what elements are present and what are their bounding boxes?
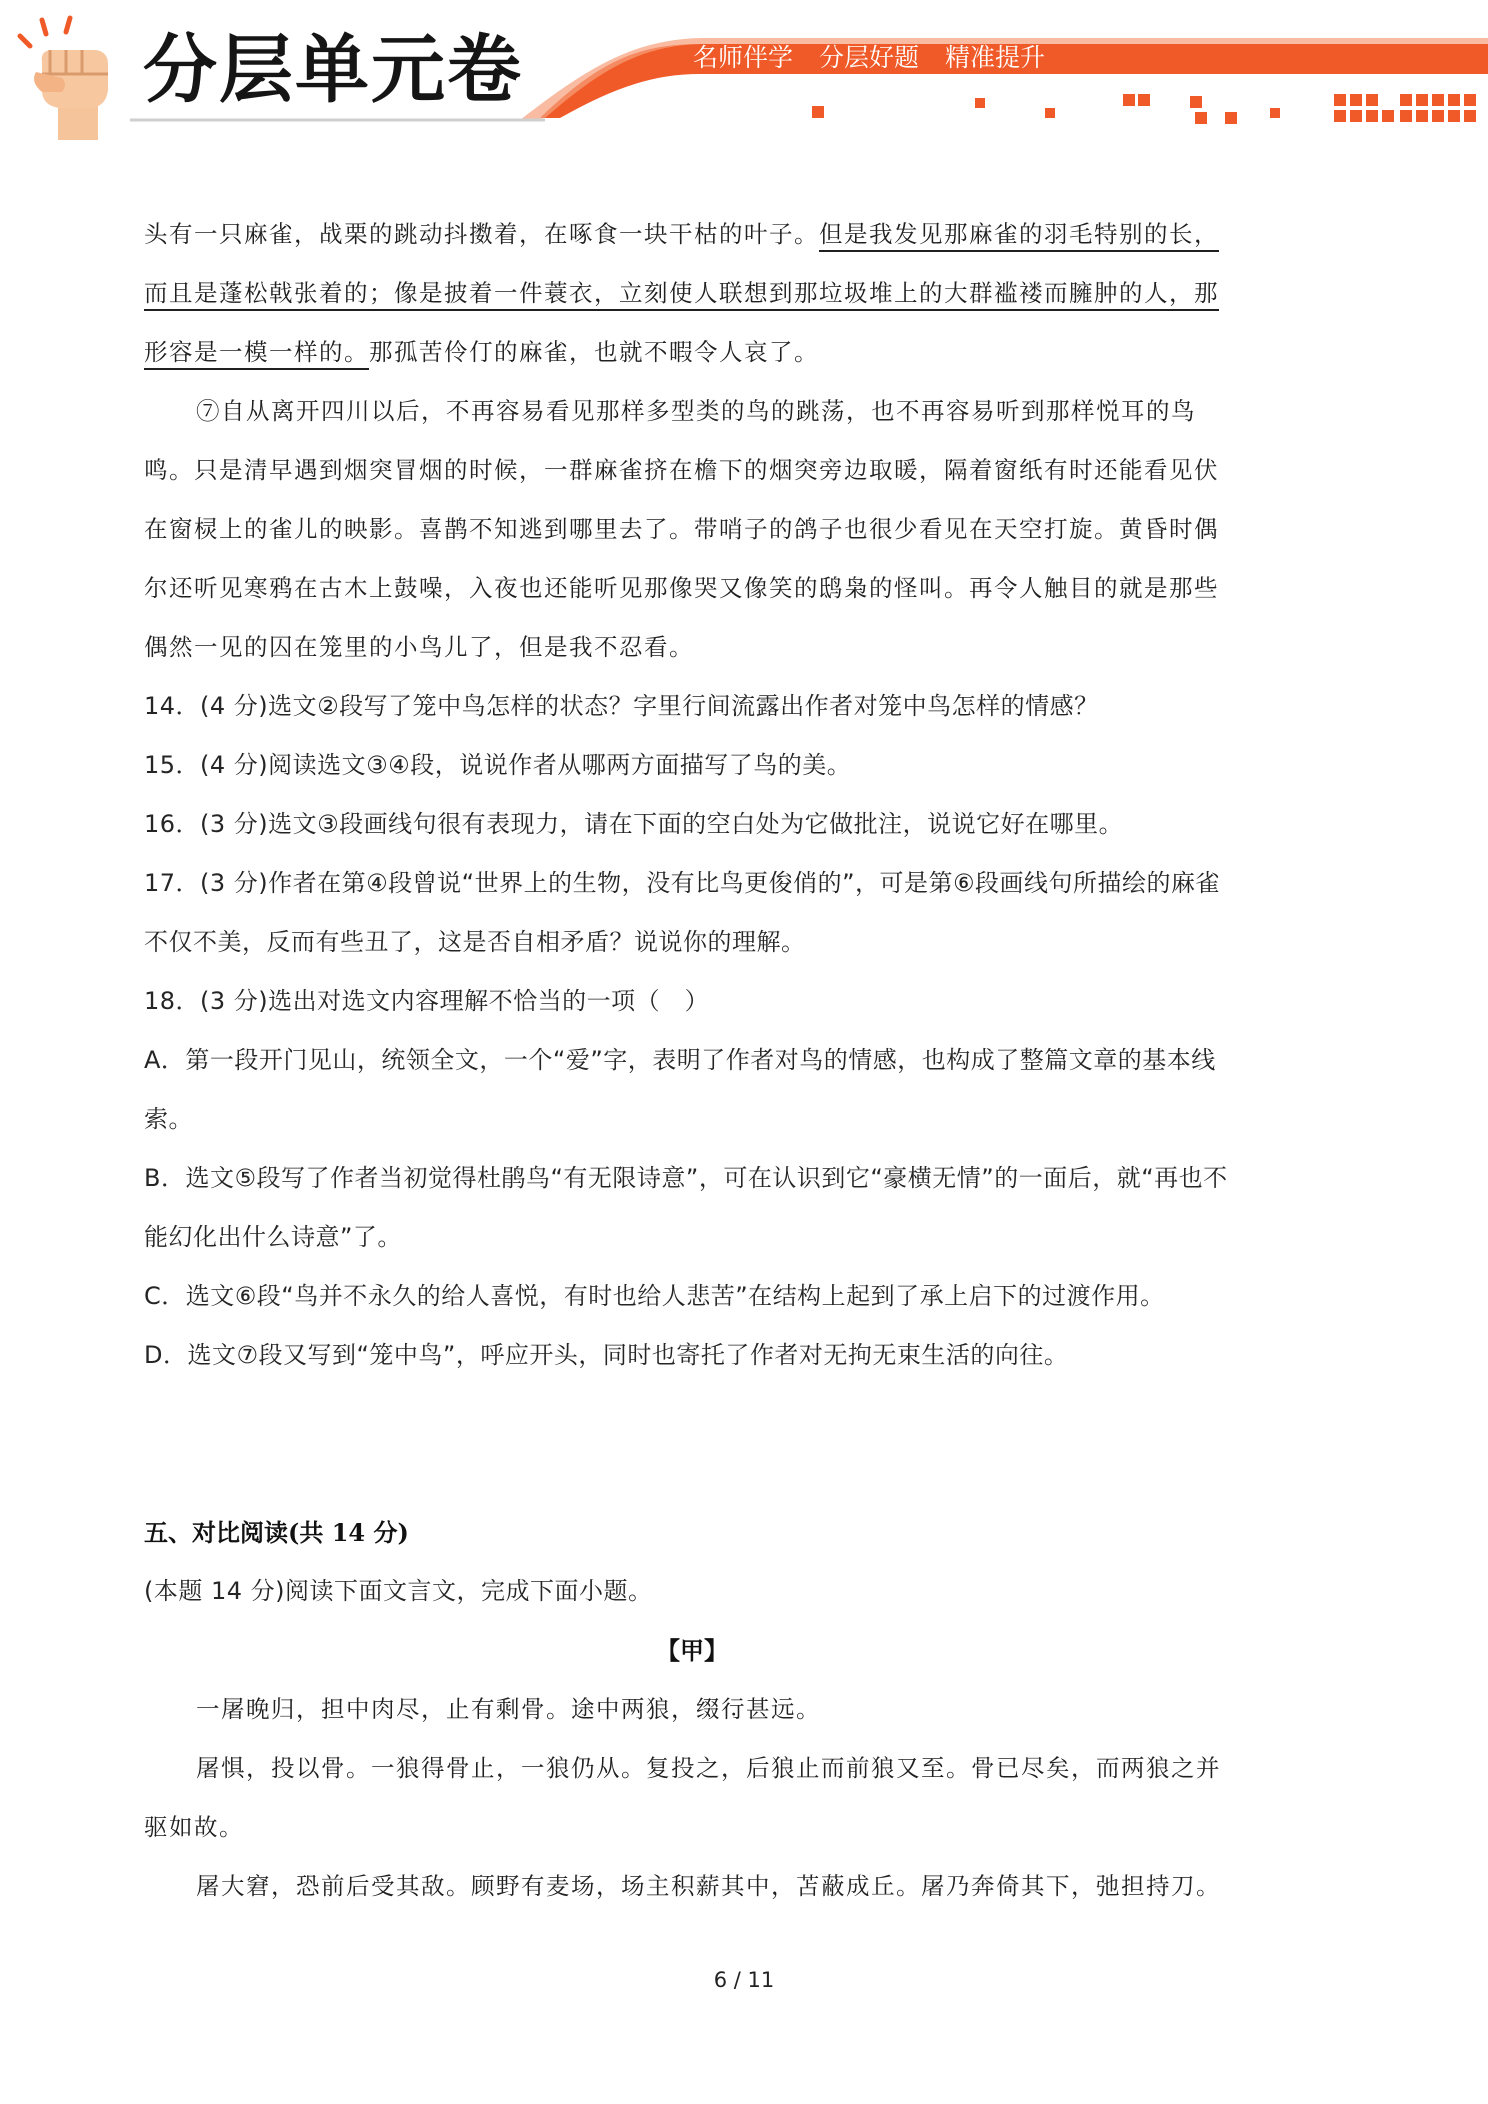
option-d: D．选文⑦段又写到“笼中鸟”，呼应开头，同时也寄托了作者对无拘无束生活的向往。 xyxy=(144,1341,1069,1369)
spacer xyxy=(144,1385,1240,1503)
brand-title: 分层单元卷 xyxy=(143,27,523,113)
passage-text: 头有一只麻雀，战栗的跳动抖擞着，在啄食一块干枯的叶子。 xyxy=(144,220,819,248)
option-a: A．第一段开门见山，统领全文，一个“爱”字，表明了作者对鸟的情感，也构成了整篇文章的基本线索。 xyxy=(144,1046,1216,1133)
fist-logo-icon xyxy=(12,12,132,142)
option-c: C．选文⑥段“鸟并不永久的给人喜悦，有时也给人悲苦”在结构上起到了承上启下的过渡作用。 xyxy=(144,1282,1165,1310)
page-header xyxy=(0,0,1488,150)
classical-text: 行甚远。 xyxy=(721,1695,821,1723)
question-18: 18．(3 分)选出对选文内容理解不恰当的一项（ ） xyxy=(144,987,710,1015)
page-content xyxy=(144,205,1240,1916)
passage-paragraph-6-continued xyxy=(144,205,1240,382)
passage-text: 那孤苦伶仃的麻雀，也就不暇令人哀了。 xyxy=(369,338,819,366)
dotted-character: 缀 · xyxy=(696,1695,721,1723)
classical-text: 一屠晚归，担中肉尽，止有剩骨。途中两狼， xyxy=(196,1695,696,1723)
classical-paragraph-2: 屠惧，投以骨。一狼得骨止，一狼仍从。复投之，后狼止而前狼又至。骨已尽矣，而两狼之并驱如故。 xyxy=(144,1754,1221,1841)
slogan-item: 名师伴学 xyxy=(693,43,794,72)
page-number: 6 / 11 xyxy=(713,1968,775,1992)
question-15: 15．(4 分)阅读选文③④段，说说作者从哪两方面描写了鸟的美。 xyxy=(144,751,852,779)
question-16: 16．(3 分)选文③段画线句很有表现力，请在下面的空白处为它做批注，说说它好在哪里。 xyxy=(144,810,1124,838)
classical-paragraph-1 xyxy=(144,1680,1240,1739)
question-14: 14．(4 分)选文②段写了笼中鸟怎样的状态？字里行间流露出作者对笼中鸟怎样的情感？ xyxy=(144,692,1099,720)
classical-paragraph-3: 屠大窘，恐前后受其敌。顾野有麦场，场主积薪其中，苫蔽成丘。屠乃奔倚其下，弛担持刀。 xyxy=(196,1872,1221,1900)
section-title: 五、对比阅读(共 14 分) xyxy=(144,1518,409,1547)
option-b: B．选文⑤段写了作者当初觉得杜鹃鸟“有无限诗意”，可在认识到它“豪横无情”的一面后，就“再也不能幻化出什么诗意”了。 xyxy=(144,1164,1228,1251)
section-intro: (本题 14 分)阅读下面文言文，完成下面小题。 xyxy=(144,1577,653,1605)
passage-paragraph-7: ⑦自从离开四川以后，不再容易看见那样多型类的鸟的跳荡，也不再容易听到那样悦耳的鸟鸣。只是清早遇到烟突冒烟的时候，一群麻雀挤在檐下的烟突旁边取暖，隔着窗纸有时还能看见伏在窗棂上的雀儿的映影。喜鹊不知逃到哪里去了。带哨子的鸽子也很少看见在天空打旋。黄昏时偶尔还听见寒鸦在古木上鼓噪，入夜也还能听见那像哭又像笑的鸱枭的怪叫。再令人触目的就是那些偶然一见的囚在笼里的小鸟儿了，但是我不忍看。 xyxy=(144,397,1219,661)
slogan-item: 分层好题 xyxy=(819,43,920,72)
question-17: 17．(3 分)作者在第④段曾说“世界上的生物，没有比鸟更俊俏的”，可是第⑥段画线句所描绘的麻雀不仅不美，反而有些丑了，这是否自相矛盾？说说你的理解。 xyxy=(144,869,1221,956)
header-slogan xyxy=(693,40,1071,76)
slogan-item: 精准提升 xyxy=(945,43,1046,72)
text-jia-title: 【甲】 xyxy=(656,1636,728,1665)
underlined-sentence: 但是我发见那麻雀的羽毛特别的长，而且是蓬松戟张着的；像是披着一件蓑衣，立刻使人联想到那垃圾堆上的大群褴褛而臃肿的人，那形容是一模一样的。 xyxy=(144,220,1219,366)
